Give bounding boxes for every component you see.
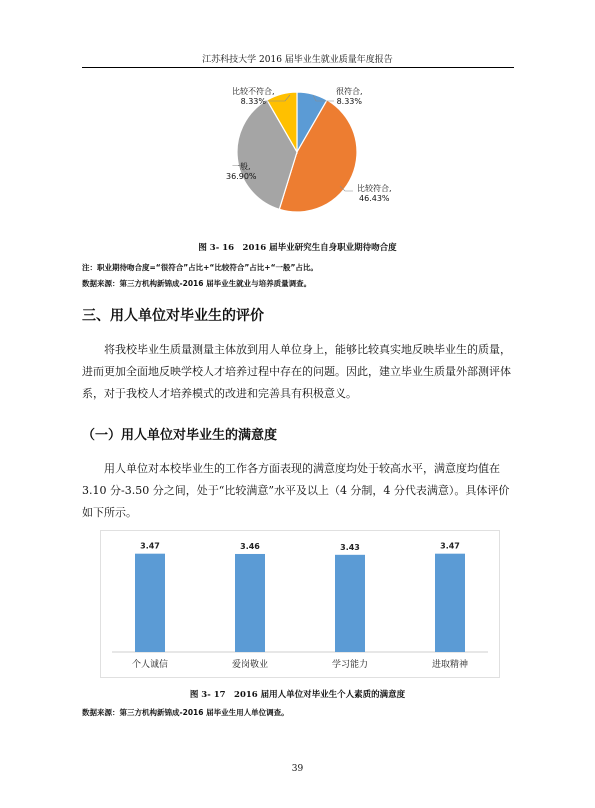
subsection-paragraph-text: 用人单位对本校毕业生的工作各方面表现的满意度均处于较高水平，满意度均值在 3.10 分-3.50 分之间，处于“比较满意”水平及以上（4 分制，4 分代表满意）。具体评价如下所示。 (82, 462, 510, 519)
figure-17-caption: 图 3- 17 2016 届用人单位对毕业生个人素质的满意度 (189, 690, 406, 700)
bar-3 (335, 555, 365, 652)
pie-label-name: 比较不符合, (232, 87, 275, 96)
bar-value-label: 3.47 (440, 541, 460, 551)
section-heading: 三、用人单位对毕业生的评价 (82, 308, 264, 324)
page-header: 江苏科技大学 2016 届毕业生就业质量年度报告 (202, 55, 393, 65)
pie-label-value: 46.43% (359, 194, 390, 203)
bar-category-label: 爱岗敬业 (231, 660, 269, 670)
bar-category-label: 进取精神 (431, 660, 469, 670)
bar-2 (235, 554, 265, 652)
pie-label-name: 很符合, (336, 87, 363, 96)
pie-chart (0, 0, 595, 250)
subsection-heading: （一）用人单位对毕业生的满意度 (82, 428, 278, 443)
bar-category-label: 学习能力 (331, 660, 369, 670)
figure-16-note: 注：职业期待吻合度=“很符合”占比+“比较符合”占比+“一般”占比。 (82, 263, 318, 272)
bar-4 (435, 554, 465, 652)
pie-label-henfuhe (336, 87, 363, 107)
pie-label-value: 8.33% (240, 97, 266, 106)
bar-chart (100, 530, 500, 678)
page-number: 39 (291, 764, 304, 774)
figure-16-caption: 图 3- 16 2016 届毕业研究生自身职业期待吻合度 (198, 243, 397, 253)
figure-16-source: 数据来源：第三方机构新锦成-2016 届毕业生就业与培养质量调查。 (82, 279, 312, 288)
pie-label-yiban (226, 162, 257, 182)
pie-label-name: 一般, (231, 162, 251, 171)
figure-17-source: 数据来源：第三方机构新锦成-2016 届毕业生用人单位调查。 (82, 708, 289, 717)
subsection-paragraph (82, 458, 515, 524)
pie-label-bubianfuhe (232, 87, 275, 107)
section-paragraph (82, 339, 515, 405)
bar-value-label: 3.46 (240, 541, 260, 551)
bar-category-label: 个人诚信 (131, 660, 169, 670)
pie-label-bijiaofuhe (357, 184, 392, 204)
bar-1 (135, 554, 165, 652)
bar-value-label: 3.47 (140, 541, 160, 551)
bar-value-label: 3.43 (340, 542, 360, 552)
pie-label-value: 36.90% (226, 172, 257, 181)
pie-label-name: 比较符合, (357, 184, 392, 193)
section-paragraph-text: 将我校毕业生质量测量主体放到用人单位身上，能够比较真实地反映毕业生的质量，进而更加全面地反映学校人才培养过程中存在的问题。因此，建立毕业生质量外部测评体系，对于我校人才培养模式的改进和完善具有积极意义。 (82, 343, 511, 400)
pie-label-value: 8.33% (336, 97, 362, 106)
